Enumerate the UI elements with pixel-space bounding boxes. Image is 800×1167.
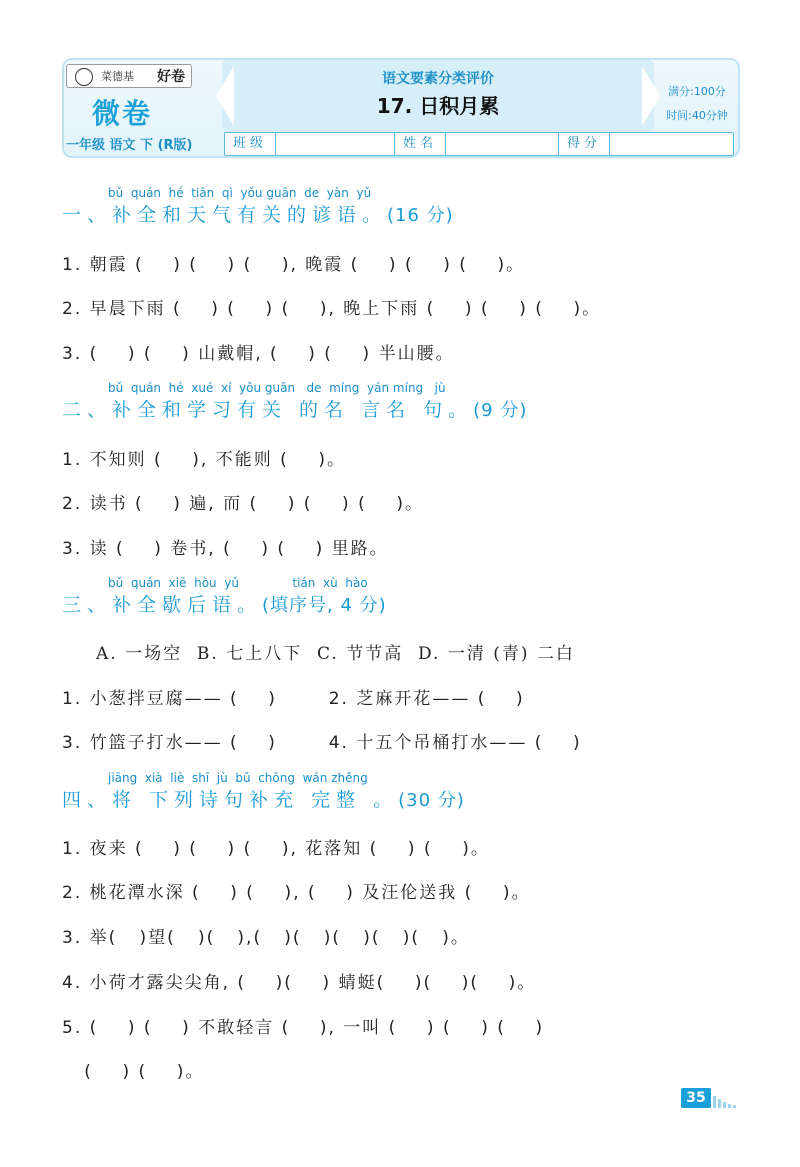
question-line: 4. 小荷才露尖尖角, ( )( ) 蜻蜓( )( )( )。: [62, 973, 537, 993]
score-cell: [559, 133, 730, 155]
question-line: 5. ( ) ( ) 不敢轻言 ( ), 一叫 ( ) ( ) ( ): [62, 1018, 545, 1038]
mascot-icon: [75, 68, 93, 86]
score-time-box: [654, 80, 740, 128]
section-4-title-text: 四、将 下列诗句补充 完整 。: [62, 789, 399, 811]
lesson-title: 17. 日积月累: [376, 94, 500, 118]
worksheet-header: [62, 58, 740, 158]
name-label: 姓名: [395, 133, 446, 155]
page-bars-icon: [713, 1092, 736, 1108]
answer-options: A. 一场空 B. 七上八下 C. 节节高 D. 一清 (青) 二白: [96, 644, 575, 664]
question-line: 2. 读书 ( ) 遍, 而 ( ) ( ) ( )。: [62, 494, 424, 514]
section-2-title-text: 二、补全和学习有关 的名 言名 句。: [62, 399, 474, 421]
brand-logo: [66, 64, 192, 88]
question-line: 2. 桃花潭水深 ( ) ( ), ( ) 及汪伦送我 ( )。: [62, 883, 531, 903]
question-line: 2. 早晨下雨 ( ) ( ) ( ), 晚上下雨 ( ) ( ) ( )。: [62, 299, 602, 319]
section-3-score: (填序号, 4 分): [262, 595, 387, 616]
section-3-title-text: 三、补全歇后语。: [62, 594, 263, 616]
question-line: 3. 竹篮子打水—— ( ) 4. 十五个吊桶打水—— ( ): [62, 733, 582, 753]
title-banner: [222, 60, 654, 132]
section-2-score: (9 分): [473, 400, 528, 421]
question-line: ( ) ( )。: [62, 1062, 205, 1082]
question-line: 1. 不知则 ( ), 不能则 ( )。: [62, 450, 346, 470]
question-line: 3. ( ) ( ) 山戴帽, ( ) ( ) 半山腰。: [62, 344, 455, 364]
section-4-title: [62, 785, 465, 812]
page-number: 35: [681, 1088, 711, 1108]
question-line: 3. 读 ( ) 卷书, ( ) ( ) 里路。: [62, 539, 389, 559]
student-info-bar: [224, 132, 734, 156]
section-1-pinyin: bǔ quán hé tiān qì yǒu guān de yàn yǔ: [108, 186, 372, 200]
series-title: 微卷: [92, 97, 153, 130]
name-field[interactable]: [446, 133, 559, 155]
grade-label: 一年级 语文 下 (R版): [66, 138, 193, 153]
class-cell: [225, 133, 395, 155]
class-label: 班级: [225, 133, 276, 155]
question-line: 3. 举( )望( )( ),( )( )( )( )( )。: [62, 928, 470, 948]
question-line: 1. 夜来 ( ) ( ) ( ), 花落知 ( ) ( )。: [62, 839, 490, 859]
section-3-title: [62, 590, 387, 617]
score-label: 得分: [559, 133, 610, 155]
score-field[interactable]: [610, 133, 730, 155]
section-1-heading: [62, 186, 454, 227]
section-1-score: (16 分): [387, 205, 454, 226]
section-4-heading: [62, 771, 465, 812]
section-4-pinyin: jiāng xià liè shī jù bǔ chōng wán zhěng: [108, 771, 368, 785]
question-line: 1. 小葱拌豆腐—— ( ) 2. 芝麻开花—— ( ): [62, 689, 525, 709]
brand-small-text: 菜德基: [101, 70, 134, 83]
section-2-heading: [62, 381, 527, 422]
section-3-pinyin: bǔ quán xiē hòu yǔ tián xù hào: [108, 576, 368, 590]
banner-subtitle: 语文要素分类评价: [382, 71, 494, 87]
section-1-title: [62, 200, 454, 227]
time-limit: 时间:40分钟: [666, 109, 728, 122]
section-1-title-text: 一、补全和天气有关的谚语。: [62, 204, 388, 226]
full-score: 满分:100分: [668, 85, 726, 98]
name-cell: [395, 133, 559, 155]
brand-hao-text: 好卷: [157, 69, 185, 85]
section-4-score: (30 分): [398, 790, 465, 811]
section-2-title: [62, 395, 527, 422]
class-field[interactable]: [276, 133, 395, 155]
section-2-pinyin: bǔ quán hé xué xí yǒu guān de míng yán míng jù: [108, 381, 446, 395]
section-3-heading: [62, 576, 387, 617]
question-line: 1. 朝霞 ( ) ( ) ( ), 晚霞 ( ) ( ) ( )。: [62, 255, 526, 275]
